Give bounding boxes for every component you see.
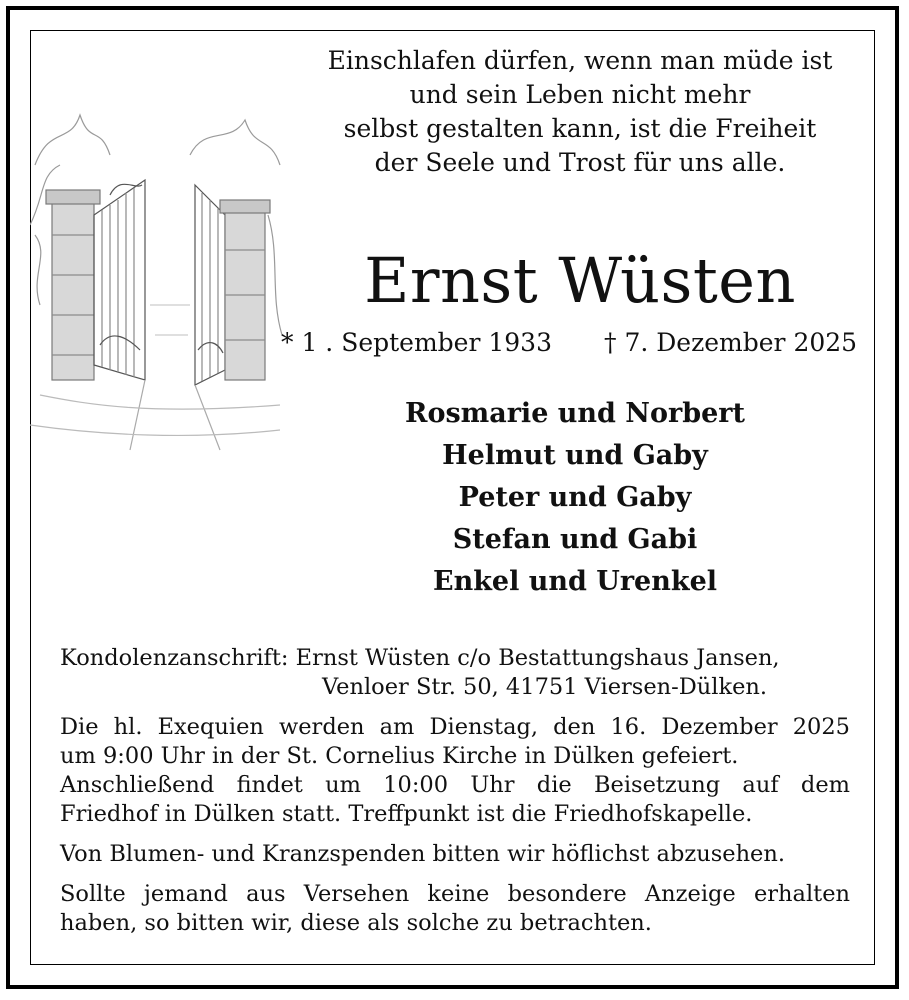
mourner-entry: Rosmarie und Norbert <box>405 398 745 429</box>
mourners-list <box>280 393 870 603</box>
notice-line: Sollte jemand aus Versehen keine besondere Anzeige erhalten <box>60 881 850 907</box>
service-line: Anschließend findet um 10:00 Uhr die Beisetzung auf dem <box>60 772 850 798</box>
condolence-address-line: Kondolenzanschrift: Ernst Wüsten c/o Bestattungshaus Jansen, <box>60 645 780 671</box>
poem-line: selbst gestalten kann, ist die Freiheit <box>343 114 817 143</box>
poem <box>280 44 880 180</box>
mourner-entry: Peter und Gaby <box>458 482 692 513</box>
death-date: † 7. Dezember 2025 <box>604 328 858 357</box>
poem-line: und sein Leben nicht mehr <box>409 80 751 109</box>
poem-line: Einschlafen dürfen, wenn man müde ist <box>327 46 833 75</box>
service-line: Friedhof in Dülken statt. Treffpunkt ist die Friedhofskapelle. <box>60 801 753 827</box>
mourner-entry: Helmut und Gaby <box>442 440 708 471</box>
mourner-entry: Stefan und Gabi <box>452 524 698 555</box>
service-line: Die hl. Exequien werden am Dienstag, den 16. Dezember 2025 <box>60 714 850 740</box>
garden-gate-icon <box>30 105 285 455</box>
deceased-name: Ernst Wüsten <box>364 244 796 317</box>
poem-line: der Seele und Trost für uns alle. <box>374 148 786 177</box>
notice-line: haben, so bitten wir, diese als solche zu betrachten. <box>60 910 652 936</box>
flowers-note: Von Blumen- und Kranzspenden bitten wir höflichst abzusehen. <box>60 841 786 867</box>
condolence-address-line: Venloer Str. 50, 41751 Viersen-Dülken. <box>322 674 768 700</box>
mourner-entry: Enkel und Urenkel <box>432 566 717 597</box>
notice-body <box>60 644 850 938</box>
service-line: um 9:00 Uhr in der St. Cornelius Kirche in Dülken gefeiert. <box>60 743 739 769</box>
birth-date: * 1 . September 1933 <box>281 328 552 357</box>
